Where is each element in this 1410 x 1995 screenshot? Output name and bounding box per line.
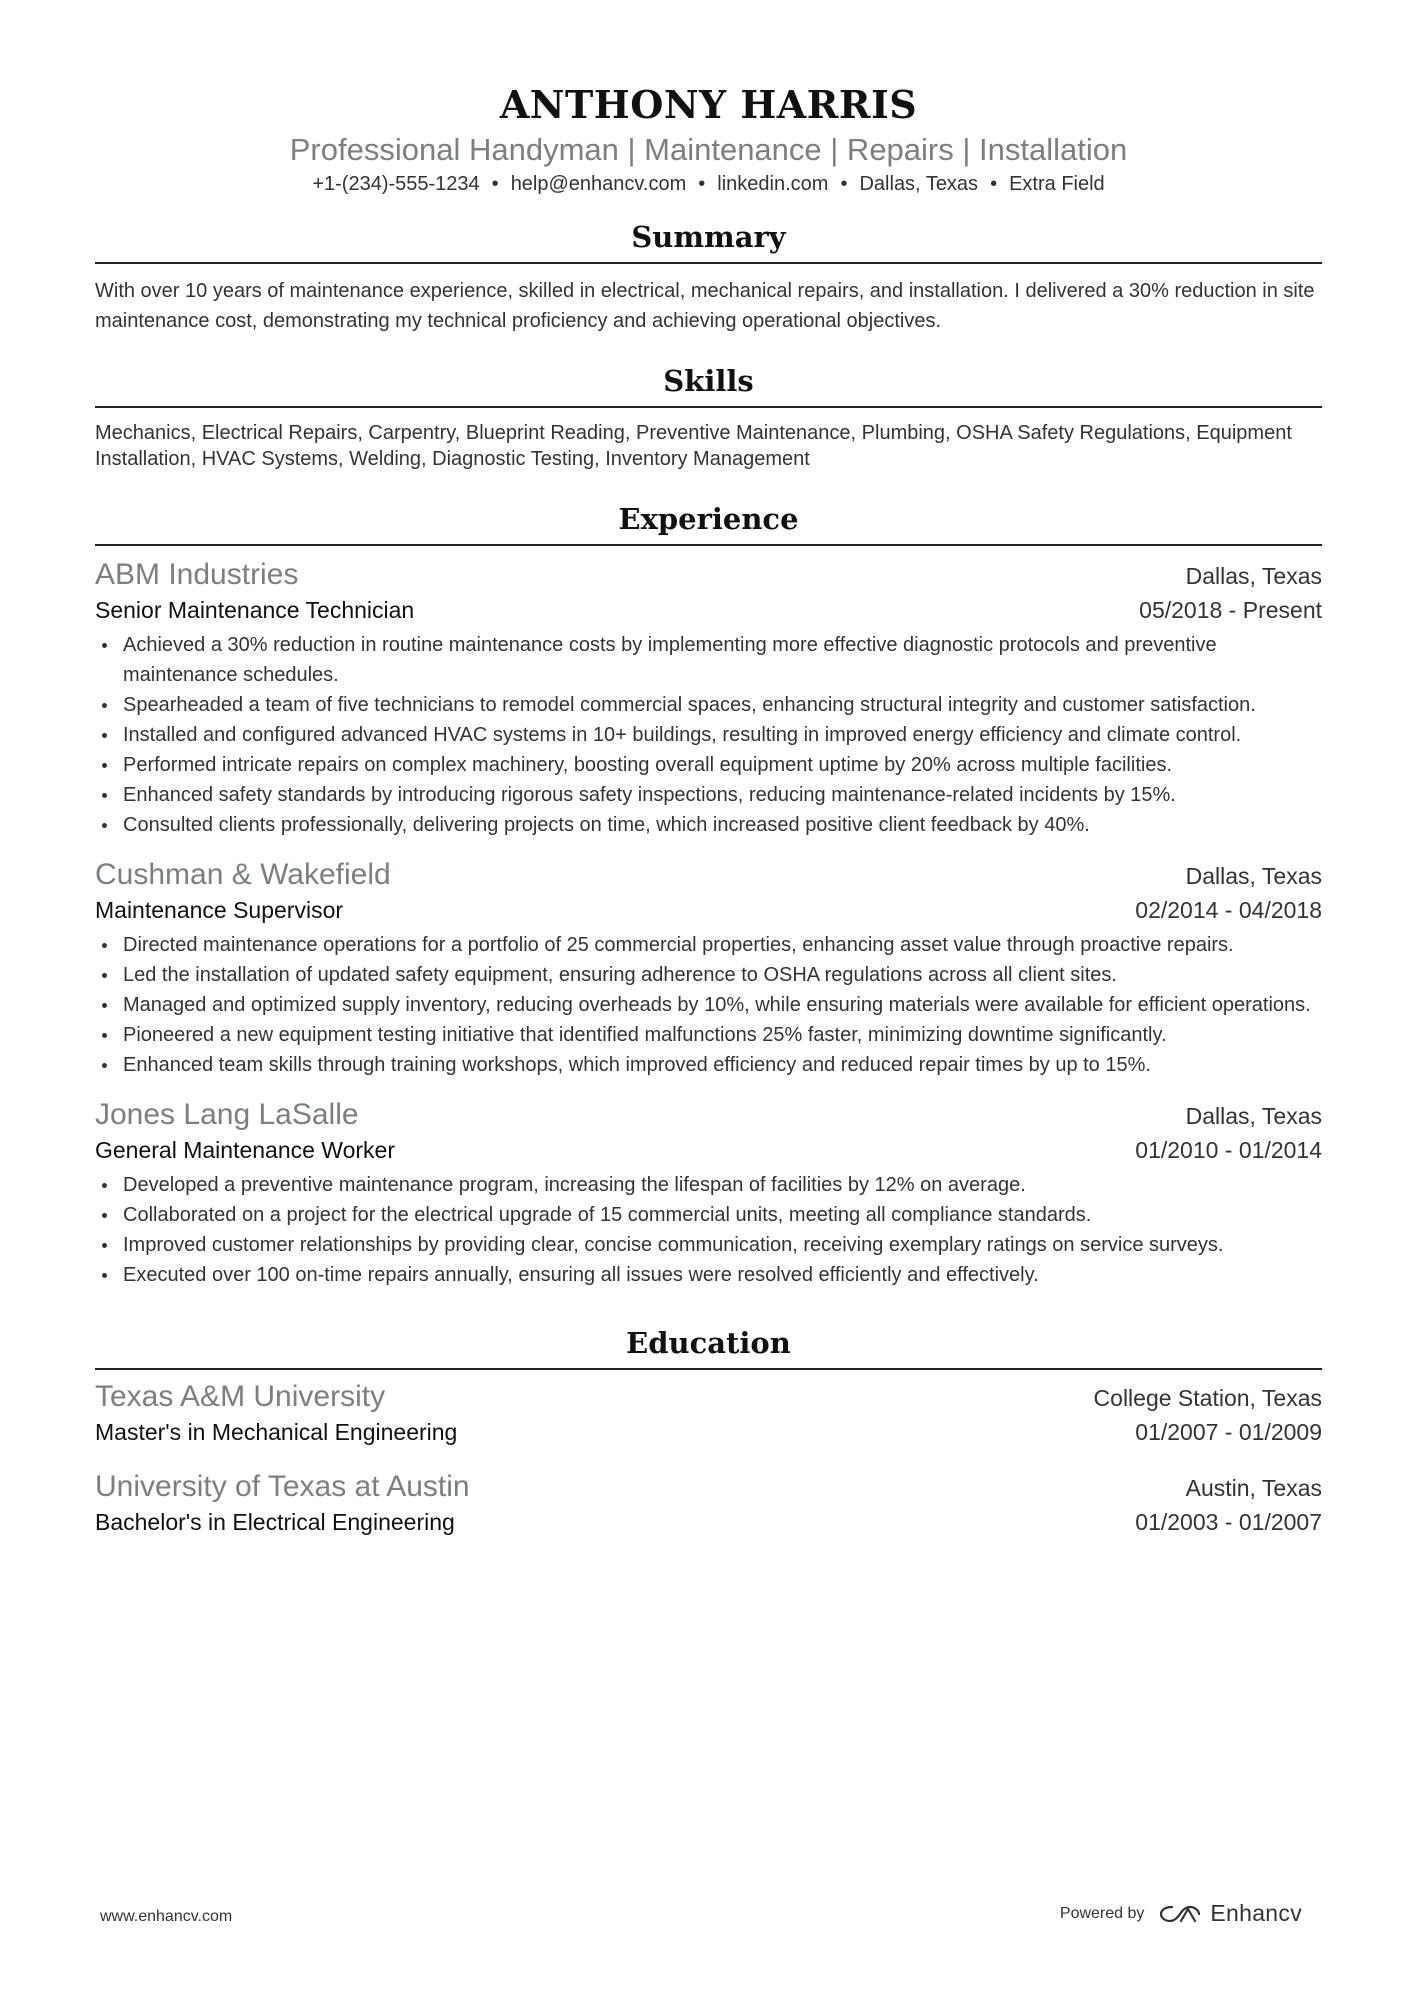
entry-header-row [95,1468,1322,1506]
achievement-item: Pioneered a new equipment testing initiative that identified malfunctions 25% faster, minimizing downtime significantly. [95,1020,1322,1050]
entry-header-row [95,1378,1322,1416]
school-location: College Station, Texas [1093,1385,1322,1411]
entry-header-row [95,1096,1322,1134]
achievement-item: Managed and optimized supply inventory, reducing overheads by 10%, while ensuring materials were available for efficient operations. [95,990,1322,1020]
company-location: Dallas, Texas [1185,1103,1322,1129]
education-dates: 01/2007 - 01/2009 [1135,1419,1322,1445]
achievement-list [95,630,1322,840]
entry-role-row [95,894,1322,926]
experience-entry [95,556,1322,840]
achievement-item: Led the installation of updated safety equipment, ensuring adherence to OSHA regulations across all client sites. [95,960,1322,990]
skills-title: Skills [95,362,1322,408]
skills-section [95,362,1322,472]
achievement-item: Developed a preventive maintenance program, increasing the lifespan of facilities by 12% on average. [95,1170,1322,1200]
separator-dot: • [698,173,706,195]
entry-header-row [95,556,1322,594]
separator-dot: • [990,173,998,195]
school-name: University of Texas at Austin [95,1470,470,1503]
achievement-item: Enhanced safety standards by introducing rigorous safety inspections, reducing maintenance-related incidents by 15%. [95,780,1322,810]
company-name: ABM Industries [95,558,299,591]
achievement-list [95,1170,1322,1290]
achievement-item: Collaborated on a project for the electrical upgrade of 15 commercial units, meeting all compliance standards. [95,1200,1322,1230]
experience-title: Experience [95,500,1322,546]
experience-entry [95,1096,1322,1290]
job-dates: 01/2010 - 01/2014 [1135,1137,1322,1163]
enhancv-logo-icon [1158,1903,1202,1925]
achievement-item: Improved customer relationships by providing clear, concise communication, receiving exemplary ratings on service surveys. [95,1230,1322,1260]
degree-name: Bachelor's in Electrical Engineering [95,1509,455,1535]
company-name: Jones Lang LaSalle [95,1098,359,1131]
achievement-item: Directed maintenance operations for a portfolio of 25 commercial properties, enhancing asset value through proactive repairs. [95,930,1322,960]
separator-dot: • [840,173,848,195]
entry-degree-row [95,1506,1322,1538]
job-dates: 05/2018 - Present [1139,597,1322,623]
summary-text: With over 10 years of maintenance experience, skilled in electrical, mechanical repairs, and installation. I delivered a 30% reduction in site maintenance cost, demonstrating my technical proficiency and achieving operational objectives. [95,280,1315,332]
summary-section [95,218,1322,336]
separator-dot: • [491,173,499,195]
education-entry [95,1468,1322,1538]
company-location: Dallas, Texas [1185,563,1322,589]
resume-header [95,82,1322,198]
contact-email[interactable]: help@enhancv.com [510,173,687,195]
contact-phone[interactable]: +1-(234)-555-1234 [312,173,480,195]
candidate-name: ANTHONY HARRIS [499,82,918,127]
job-title: General Maintenance Worker [95,1137,395,1163]
degree-name: Master's in Mechanical Engineering [95,1419,458,1445]
brand-name: Enhancv [1210,1900,1302,1926]
education-dates: 01/2003 - 01/2007 [1135,1509,1322,1535]
education-section [95,1324,1322,1538]
job-title: Senior Maintenance Technician [95,597,415,623]
achievement-item: Achieved a 30% reduction in routine maintenance costs by implementing more effective diagnostic protocols and preventive maintenance schedules. [95,630,1322,690]
achievement-item: Executed over 100 on-time repairs annually, ensuring all issues were resolved efficiently and effectively. [95,1260,1322,1290]
entry-degree-row [95,1416,1322,1448]
contact-line [95,170,1322,198]
achievement-item: Performed intricate repairs on complex machinery, boosting overall equipment uptime by 20% across multiple facilities. [95,750,1322,780]
footer-website[interactable]: www.enhancv.com [100,1908,233,1925]
school-location: Austin, Texas [1185,1475,1322,1501]
achievement-item: Installed and configured advanced HVAC systems in 10+ buildings, resulting in improved energy efficiency and climate control. [95,720,1322,750]
entry-role-row [95,594,1322,626]
entry-role-row [95,1134,1322,1166]
experience-entry [95,856,1322,1080]
candidate-headline: Professional Handyman | Maintenance | Repairs | Installation [289,132,1128,167]
skills-text: Mechanics, Electrical Repairs, Carpentry, Blueprint Reading, Preventive Maintenance, Plumbing, OSHA Safety Regulations, Equipment Installation, HVAC Systems, Welding, Diagnostic Testing, Inventory Management [95,422,1292,470]
job-dates: 02/2014 - 04/2018 [1135,897,1322,923]
resume-content [95,82,1322,1538]
company-name: Cushman & Wakefield [95,858,391,891]
achievement-list [95,930,1322,1080]
company-location: Dallas, Texas [1185,863,1322,889]
experience-section [95,500,1322,1290]
achievement-item: Enhanced team skills through training workshops, which improved efficiency and reduced repair times by up to 15%. [95,1050,1322,1080]
achievement-item: Spearheaded a team of five technicians to remodel commercial spaces, enhancing structural integrity and customer satisfaction. [95,690,1322,720]
footer-branding [1060,1900,1302,1927]
contact-linkedin[interactable]: linkedin.com [717,173,829,195]
contact-extra-field: Extra Field [1009,173,1105,195]
powered-by-label: Powered by [1059,1904,1145,1922]
education-entry [95,1378,1322,1448]
entry-header-row [95,856,1322,894]
job-title: Maintenance Supervisor [95,897,344,923]
brand-link[interactable] [1158,1900,1302,1927]
achievement-item: Consulted clients professionally, delivering projects on time, which increased positive client feedback by 40%. [95,810,1322,840]
education-title: Education [95,1324,1322,1370]
school-name: Texas A&M University [95,1380,386,1413]
contact-location: Dallas, Texas [859,173,979,195]
summary-title: Summary [95,218,1322,264]
